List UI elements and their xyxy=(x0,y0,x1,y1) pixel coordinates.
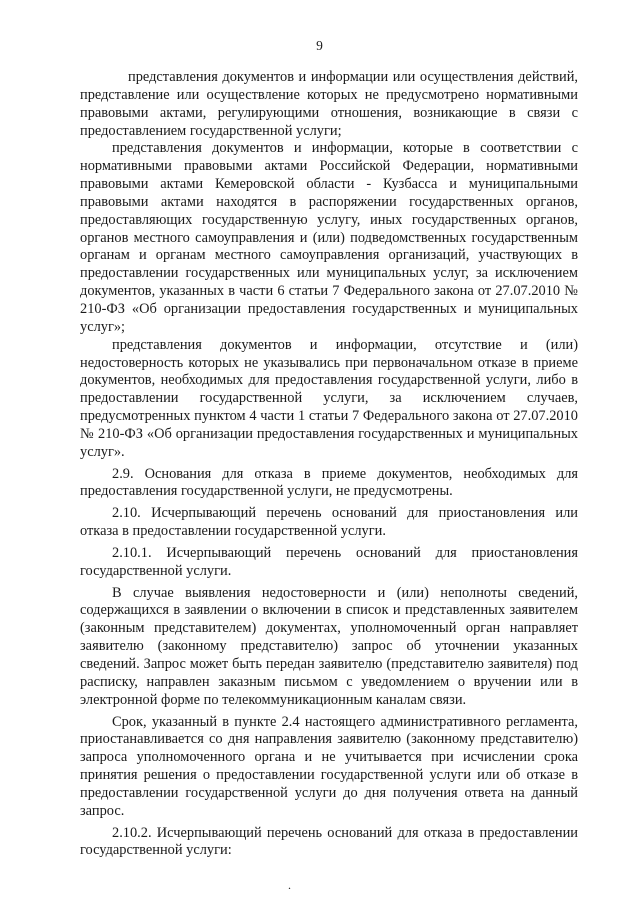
page-number: 9 xyxy=(316,38,323,53)
section-2-10-2: 2.10.2. Исчерпывающий перечень оснований для отказа в предоставлении государственной услуги: xyxy=(80,824,578,859)
suspension-grounds-paragraph: В случае выявления недостоверности и (или) неполноты сведений, содержащихся в заявлении о включении в список и представленных заявителем (законным представителем) документах, уполномоченный орган направляет заявителю (законному представителю) запрос об уточнении указанных сведений. Запрос может быть передан заявителю (представителю заявителя) под расписку, направлен заказным письмом с уведомлением о вручении или в электронной форме по телекоммуникационным каналам связи. xyxy=(80,584,578,708)
paragraph-item-2: представления документов и информации, которые в соответствии с нормативными правовыми актами Российской Федерации, нормативными правовыми актами Кемеровской области - Кузбасса и муниципальными правовыми актами находятся в распоряжении государственных органов, предоставляющих государственную услугу, иных государственных органов, органов местного самоуправления и (или) подведомственных государственным органам и органам местного самоуправления организаций, участвующих в предоставлении государственных или муниципальных услуг, за исключением документов, указанных в части 6 статьи 7 Федерального закона от 27.07.2010 № 210-ФЗ «Об организации предоставления государственных и муниципальных услуг»; xyxy=(80,140,578,335)
section-2-10: 2.10. Исчерпывающий перечень оснований для приостановления или отказа в предоставлении государственной услуги. xyxy=(80,505,578,540)
document-body xyxy=(80,69,578,860)
paragraph-item-3: представления документов и информации, отсутствие и (или) недостоверность которых не указывались при первоначальном отказе в приеме документов, необходимых для предоставления государственной услуги, либо в предоставлении государственной услуги, за исключением случаев, предусмотренных пунктом 4 части 1 статьи 7 Федерального закона от 27.07.2010 № 210-ФЗ «Об организации предоставления государственных и муниципальных услуг». xyxy=(80,336,578,460)
section-2-10-1: 2.10.1. Исчерпывающий перечень оснований для приостановления государственной услуги. xyxy=(80,544,578,579)
term-suspension-paragraph: Срок, указанный в пункте 2.4 настоящего административного регламента, приостанавливается со дня направления заявителю (законному представителю) запроса уполномоченного органа и не учитывается при исчислении срока принятия решения о предоставлении государственной услуги или об отказе в предоставлении государственной услуги до дня получения ответа на данный запрос. xyxy=(80,713,578,819)
paragraph-item-1: представления документов и информации или осуществления действий, представление или осуществление которых не предусмотрено нормативными правовыми актами, регулирующими отношения, возникающие в связи с предоставлением государственной услуги; xyxy=(80,69,578,139)
section-2-9: 2.9. Основания для отказа в приеме документов, необходимых для предоставления государственной услуги, не предусмотрены. xyxy=(80,465,578,500)
footer-mark: . xyxy=(288,878,291,892)
